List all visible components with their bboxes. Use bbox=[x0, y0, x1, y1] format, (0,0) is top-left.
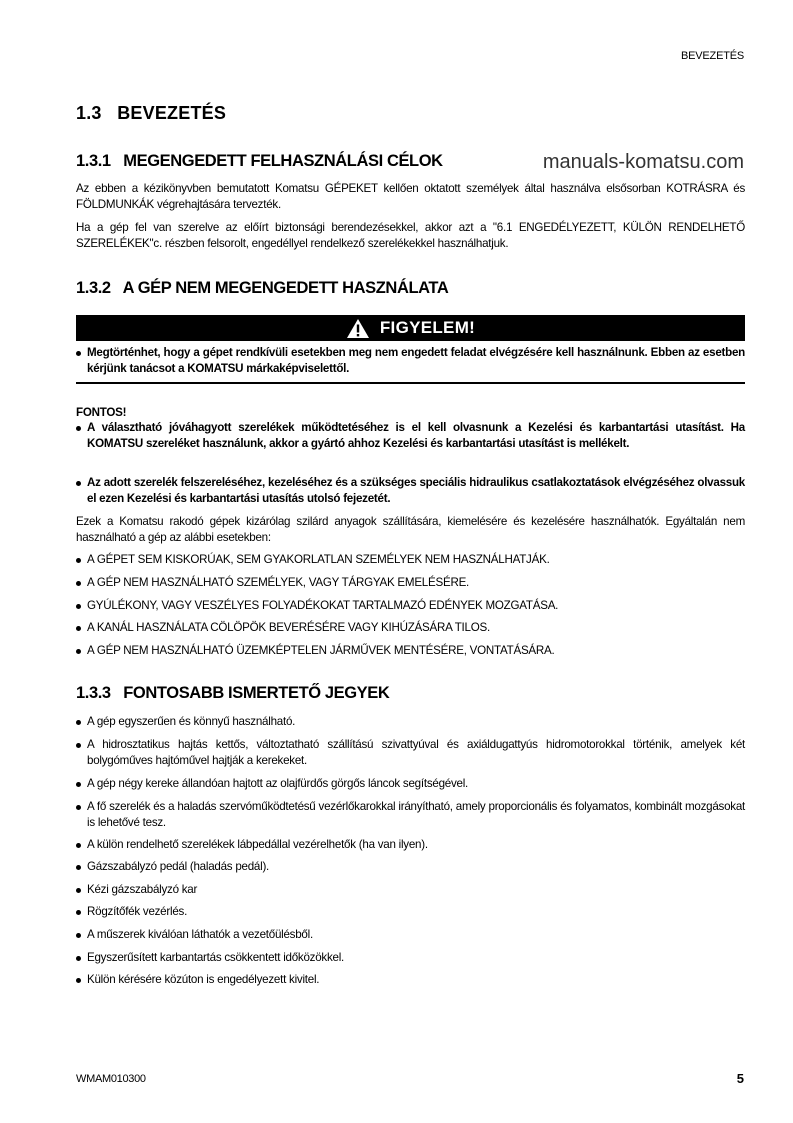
item-text: A választható jóváhagyott szerelékek működtetéséhez is el kell olvasnunk a Kezelési és karbantartási utasítást. Ha KOMATSU szereléket használunk, akkor a gyártó ahhoz Kezelési és karbantartási utasítást is mellékelt. bbox=[87, 421, 745, 450]
warning-item bbox=[76, 345, 745, 377]
bullet-icon bbox=[76, 649, 81, 654]
warning-triangle-icon bbox=[346, 318, 370, 339]
bullet-icon bbox=[76, 782, 81, 787]
bullet-icon bbox=[76, 351, 81, 356]
bullet-icon bbox=[76, 604, 81, 609]
list-item bbox=[76, 776, 745, 792]
bullet-icon bbox=[76, 581, 81, 586]
list-item bbox=[76, 837, 745, 853]
list-item bbox=[76, 643, 745, 659]
heading-1-3-3: 1.3.3 FONTOSABB ISMERTETŐ JEGYEK bbox=[76, 684, 390, 702]
warning-text: Megtörténhet, hogy a gépet rendkívüli esetekben meg nem engedett feladat elvégzésére kell használnunk. Ebben az esetben kérjünk tanácsot a KOMATSU márkaképviselettől. bbox=[87, 346, 745, 375]
item-text: A külön rendelhető szerelékek lábpedállal vezérelhetők (ha van ilyen). bbox=[87, 838, 428, 851]
bullet-icon bbox=[76, 910, 81, 915]
list-item bbox=[76, 927, 745, 943]
watermark: manuals-komatsu.com bbox=[542, 151, 744, 173]
list-item bbox=[76, 714, 745, 730]
item-text: Az adott szerelék felszereléséhez, kezeléséhez és a szükséges speciális hidraulikus csatlakoztatások elvégzéséhez olvassuk el ezen Kezelési és karbantartási utasítás utolsó fejezetét. bbox=[87, 476, 745, 505]
item-text: Gázszabályzó pedál (haladás pedál). bbox=[87, 860, 270, 873]
item-text: A GÉPET SEM KISKORÚAK, SEM GYAKORLATLAN SZEMÉLYEK NEM HASZNÁLHATJÁK. bbox=[87, 553, 550, 566]
footer-doc-code: WMAM010300 bbox=[76, 1073, 146, 1085]
warning-label: FIGYELEM! bbox=[379, 318, 476, 337]
bullet-icon bbox=[76, 481, 81, 486]
divider bbox=[76, 382, 745, 384]
list-item bbox=[76, 737, 745, 769]
list-item bbox=[76, 972, 745, 988]
page-number: 5 bbox=[736, 1071, 744, 1086]
item-text: Kézi gázszabályzó kar bbox=[87, 883, 198, 896]
bullet-icon bbox=[76, 888, 81, 893]
list-item bbox=[76, 575, 745, 591]
bullet-icon bbox=[76, 805, 81, 810]
paragraph: Az ebben a kézikönyvben bemutatott Komatsu GÉPEKET kellően oktatott személyek által használva elsősorban KOTRÁSRA és FÖLDMUNKÁK végrehajtására tervezték. bbox=[76, 182, 745, 211]
bullet-icon bbox=[76, 426, 81, 431]
item-text: A GÉP NEM HASZNÁLHATÓ ÜZEMKÉPTELEN JÁRMŰVEK MENTÉSÉRE, VONTATÁSÁRA. bbox=[87, 644, 555, 657]
item-text: Rögzítőfék vezérlés. bbox=[87, 905, 188, 918]
item-text: A gép egyszerűen és könnyű használható. bbox=[87, 715, 296, 728]
bullet-icon bbox=[76, 720, 81, 725]
bullet-icon bbox=[76, 865, 81, 870]
important-item bbox=[76, 475, 745, 507]
bullet-icon bbox=[76, 843, 81, 848]
bullet-icon bbox=[76, 558, 81, 563]
bullet-icon bbox=[76, 743, 81, 748]
paragraph: Ezek a Komatsu rakodó gépek kizárólag szilárd anyagok szállítására, kiemelésére és kezelésére használhatók. Egyáltalán nem használható a gép az alábbi esetekben: bbox=[76, 515, 745, 544]
list-item bbox=[76, 904, 745, 920]
item-text: Egyszerűsített karbantartás csökkentett időközökkel. bbox=[87, 951, 345, 964]
bullet-icon bbox=[76, 626, 81, 631]
item-text: A KANÁL HASZNÁLATA CÖLÖPÖK BEVERÉSÉRE VAGY KIHÚZÁSÁRA TILOS. bbox=[87, 621, 490, 634]
list-item bbox=[76, 598, 745, 614]
item-text: A hidrosztatikus hajtás kettős, változtatható szállítású szivattyúval és axiáldugattyús hidromotorokkal történik, amelyek két bolygóműves hajtóművel hajtják a kerekeket. bbox=[87, 738, 745, 767]
list-item bbox=[76, 859, 745, 875]
warning-banner bbox=[76, 315, 745, 341]
important-label: FONTOS! bbox=[76, 406, 127, 419]
heading-1-3-2: 1.3.2 A GÉP NEM MEGENGEDETT HASZNÁLATA bbox=[76, 279, 449, 297]
item-text: A GÉP NEM HASZNÁLHATÓ SZEMÉLYEK, VAGY TÁRGYAK EMELÉSÉRE. bbox=[87, 576, 470, 589]
bullet-icon bbox=[76, 978, 81, 983]
section-title: 1.3 BEVEZETÉS bbox=[76, 103, 227, 123]
heading-1-3-1: 1.3.1 MEGENGEDETT FELHASZNÁLÁSI CÉLOK bbox=[76, 152, 443, 170]
list-item bbox=[76, 552, 745, 568]
bullet-icon bbox=[76, 956, 81, 961]
item-text: A gép négy kereke állandóan hajtott az olajfürdős görgős láncok segítségével. bbox=[87, 777, 469, 790]
list-item bbox=[76, 799, 745, 831]
item-text: A műszerek kiválóan láthatók a vezetőülésből. bbox=[87, 928, 313, 941]
paragraph: Ha a gép fel van szerelve az előírt biztonsági berendezésekkel, akkor azt a "6.1 ENGEDÉLYEZETT, KÜLÖN RENDELHETŐ SZERELÉKEK"c. részben felsorolt, engedéllyel rendelkező szerelékekkel használhatjuk. bbox=[76, 221, 745, 250]
bullet-icon bbox=[76, 933, 81, 938]
list-item bbox=[76, 620, 745, 636]
running-header: BEVEZETÉS bbox=[681, 50, 744, 62]
important-item bbox=[76, 420, 745, 452]
list-item bbox=[76, 950, 745, 966]
item-text: Külön kérésére közúton is engedélyezett kivitel. bbox=[87, 973, 320, 986]
list-item bbox=[76, 882, 745, 898]
item-text: GYÚLÉKONY, VAGY VESZÉLYES FOLYADÉKOKAT TARTALMAZÓ EDÉNYEK MOZGATÁSA. bbox=[87, 599, 559, 612]
item-text: A fő szerelék és a haladás szervóműködtetésű vezérlőkarokkal irányítható, amely proporcionális és folyamatos, kombinált mozgásokat is lehetővé tesz. bbox=[87, 800, 745, 829]
